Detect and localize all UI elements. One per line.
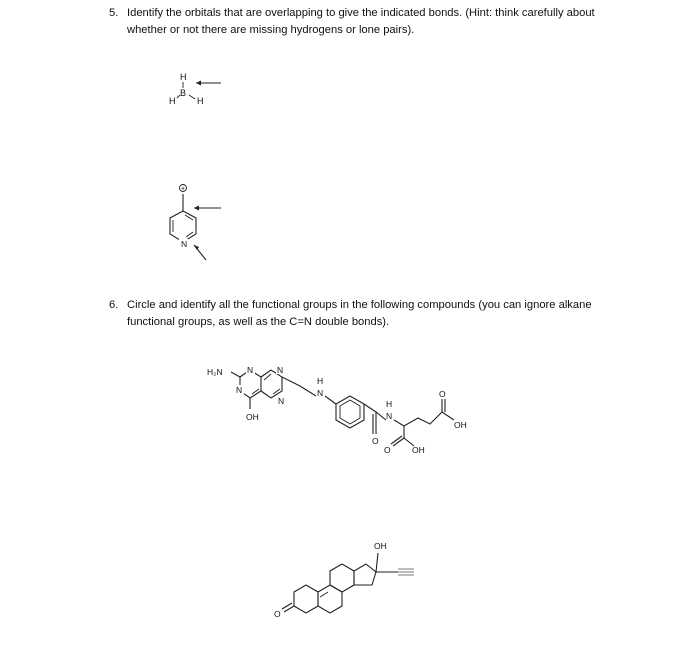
folate-n3: N: [277, 365, 284, 375]
folate-dbl-2: [264, 374, 271, 380]
folate-o-acid2: O: [439, 389, 446, 399]
arrow-head-2: [194, 206, 199, 211]
question-6-line-2: functional groups, as well as the C=N double bonds).: [127, 316, 390, 328]
glutamate-chain: [394, 412, 442, 426]
folate-o-acid1: O: [384, 445, 391, 455]
folate-nh2-n: N: [386, 411, 393, 421]
steroid-ring-d: [354, 564, 376, 585]
folate-n2: N: [236, 385, 243, 395]
aryl-carbonyl-bond: [364, 404, 386, 420]
folate-nh1-n: N: [317, 388, 324, 398]
borane-h-left: H: [169, 96, 176, 106]
acid-2-oh: [442, 412, 454, 420]
pyridinium-structure: [170, 185, 221, 261]
folate-bond: [231, 372, 240, 377]
folate-oh-acid1: OH: [412, 445, 425, 455]
steroid-oh-bond: [376, 553, 378, 572]
question-5-line-2: whether or not there are missing hydrogens or lone pairs).: [127, 24, 415, 36]
question-6-number: 6.: [109, 299, 119, 311]
folate-h2n: H₂N: [207, 367, 223, 377]
arrow-head-1: [196, 81, 201, 86]
steroid-double-bond: [320, 592, 328, 597]
steroid-ring-c: [330, 564, 354, 592]
question-5-number: 5.: [109, 7, 119, 19]
question-5-line-1: Identify the orbitals that are overlapping to give the indicated bonds. (Hint: think carefully about: [127, 7, 595, 19]
benzene-inner: [340, 400, 360, 424]
borane-structure: [169, 72, 221, 106]
folate-n-aryl-bond: [325, 396, 336, 404]
folate-oh-acid2: OH: [454, 420, 467, 430]
steroid-ring-a: [294, 585, 318, 613]
folate-o-ketone: O: [372, 436, 379, 446]
borane-h-top: H: [180, 72, 187, 82]
pyridine-n: N: [181, 239, 188, 249]
steroid-ring-b: [318, 585, 342, 613]
steroid-structure: [274, 541, 414, 619]
folate-n1: N: [247, 365, 254, 375]
steroid-oh: OH: [374, 541, 387, 551]
arrow-head-3: [194, 245, 199, 250]
pyridine-ring: [170, 211, 196, 242]
borane-b: B: [180, 88, 187, 98]
folate-nh1-h: H: [317, 376, 324, 386]
folate-linker: [282, 377, 316, 396]
folate-nh2-h: H: [386, 399, 393, 409]
borane-h-right: H: [197, 96, 204, 106]
folate-n4: N: [278, 396, 285, 406]
steroid-o: O: [274, 609, 281, 619]
positive-charge: +: [180, 185, 186, 193]
question-6-line-1: Circle and identify all the functional groups in the following compounds (you can ignore alkane: [127, 299, 592, 311]
bh-bond-right: [189, 95, 195, 99]
folate-structure: [207, 365, 467, 455]
folate-oh-ring: OH: [246, 412, 259, 422]
